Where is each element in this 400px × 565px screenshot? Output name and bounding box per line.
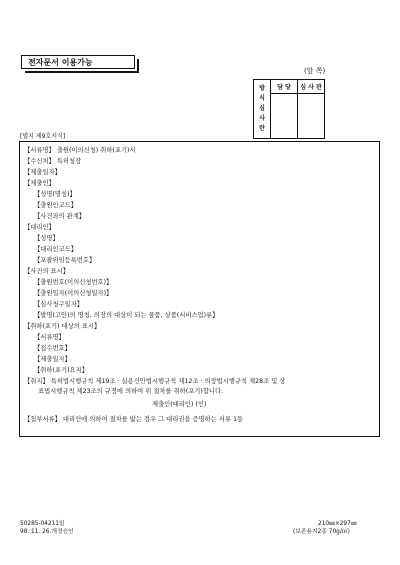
side-char: 방 bbox=[259, 85, 265, 92]
side-char: 사 bbox=[259, 115, 265, 122]
usage-label: 전자문서 이용가능 bbox=[28, 58, 93, 67]
document-body bbox=[19, 141, 380, 437]
field-exam-request-date: 【심사청구일자】 bbox=[34, 301, 84, 308]
field-withdrawal-gist: 【취하(포기)요지】 bbox=[34, 367, 89, 374]
review-sign-table bbox=[253, 79, 325, 139]
footer-approval-date: 98. 11. 26.개정승인 bbox=[20, 529, 74, 535]
field-submitter-name: 【성명(명칭)】 bbox=[34, 191, 76, 198]
field-agent: 【대리인】 bbox=[24, 224, 55, 231]
review-sign-side-label bbox=[254, 80, 271, 139]
submitter-signature-line: 제출인(대리인) (인) bbox=[152, 401, 207, 408]
sign-cell-examiner[interactable] bbox=[298, 94, 325, 139]
field-applicant-code: 【출원인코드】 bbox=[34, 202, 78, 209]
field-invention-title: 【발명(고안)의 명칭, 의장의 대상이 되는 물품, 상품(서비스업)류】 bbox=[34, 312, 219, 319]
field-submitter: 【제출인】 bbox=[24, 180, 55, 187]
footer-paper-spec: (보존용지2종 70g/㎡) bbox=[293, 529, 350, 535]
field-target-document-name: 【서류명】 bbox=[34, 334, 65, 341]
field-application-date: 【출원일자(이의신청일자)】 bbox=[34, 290, 113, 297]
electronic-document-usage-box bbox=[21, 55, 135, 69]
sign-cell-clerk[interactable] bbox=[271, 94, 298, 139]
footer-paper-size: 210㎜×297㎜ bbox=[318, 521, 357, 527]
field-case-indication: 【사건의 표시】 bbox=[24, 268, 70, 275]
sign-column-examiner: 심 사 관 bbox=[298, 80, 325, 94]
purpose-line-1: 【취지】 특허법시행규칙 제19조 · 실용신안법시행규칙 제12조 · 의장법시행규칙 제28조 및 상 bbox=[24, 378, 286, 385]
field-agent-code: 【대리인코드】 bbox=[34, 246, 78, 253]
footer-code: 50285-04211일 bbox=[20, 521, 65, 527]
field-submit-date: 【제출일자】 bbox=[24, 169, 61, 176]
field-general-power-number: 【포괄위임등록번호】 bbox=[34, 257, 96, 264]
field-case-relation: 【사건과의 관계】 bbox=[34, 213, 86, 220]
side-char: 심 bbox=[259, 105, 265, 112]
field-recipient: 【수신처】 특허청장 bbox=[24, 158, 82, 165]
field-application-number: 【출원번호(이의신청번호)】 bbox=[34, 279, 113, 286]
field-agent-name: 【성명】 bbox=[34, 235, 59, 242]
field-receipt-number: 【접수번호】 bbox=[34, 345, 71, 352]
field-document-name: 【서류명】 출원(이의신청) 취하(포기)서 bbox=[24, 147, 136, 154]
field-withdrawal-target: 【취하(포기) 대상의 표시】 bbox=[24, 323, 101, 330]
side-char: 식 bbox=[259, 95, 265, 102]
sign-column-clerk: 담 당 bbox=[271, 80, 298, 94]
attachments-line: 【첨부서류】 대리인에 의하여 절차를 밟는 경우 그 대리권을 증명하는 서류 1통 bbox=[24, 416, 244, 423]
purpose-line-2: 표법시행규칙 제23조의 규정에 의하여 위 절차를 취하(포기)합니다. bbox=[38, 388, 224, 395]
form-number: [별지 제9호서식] bbox=[20, 133, 66, 140]
field-target-submit-date: 【제출일자】 bbox=[34, 356, 71, 363]
page-side-label: (앞 쪽) bbox=[304, 67, 326, 75]
side-char: 란 bbox=[259, 125, 265, 132]
